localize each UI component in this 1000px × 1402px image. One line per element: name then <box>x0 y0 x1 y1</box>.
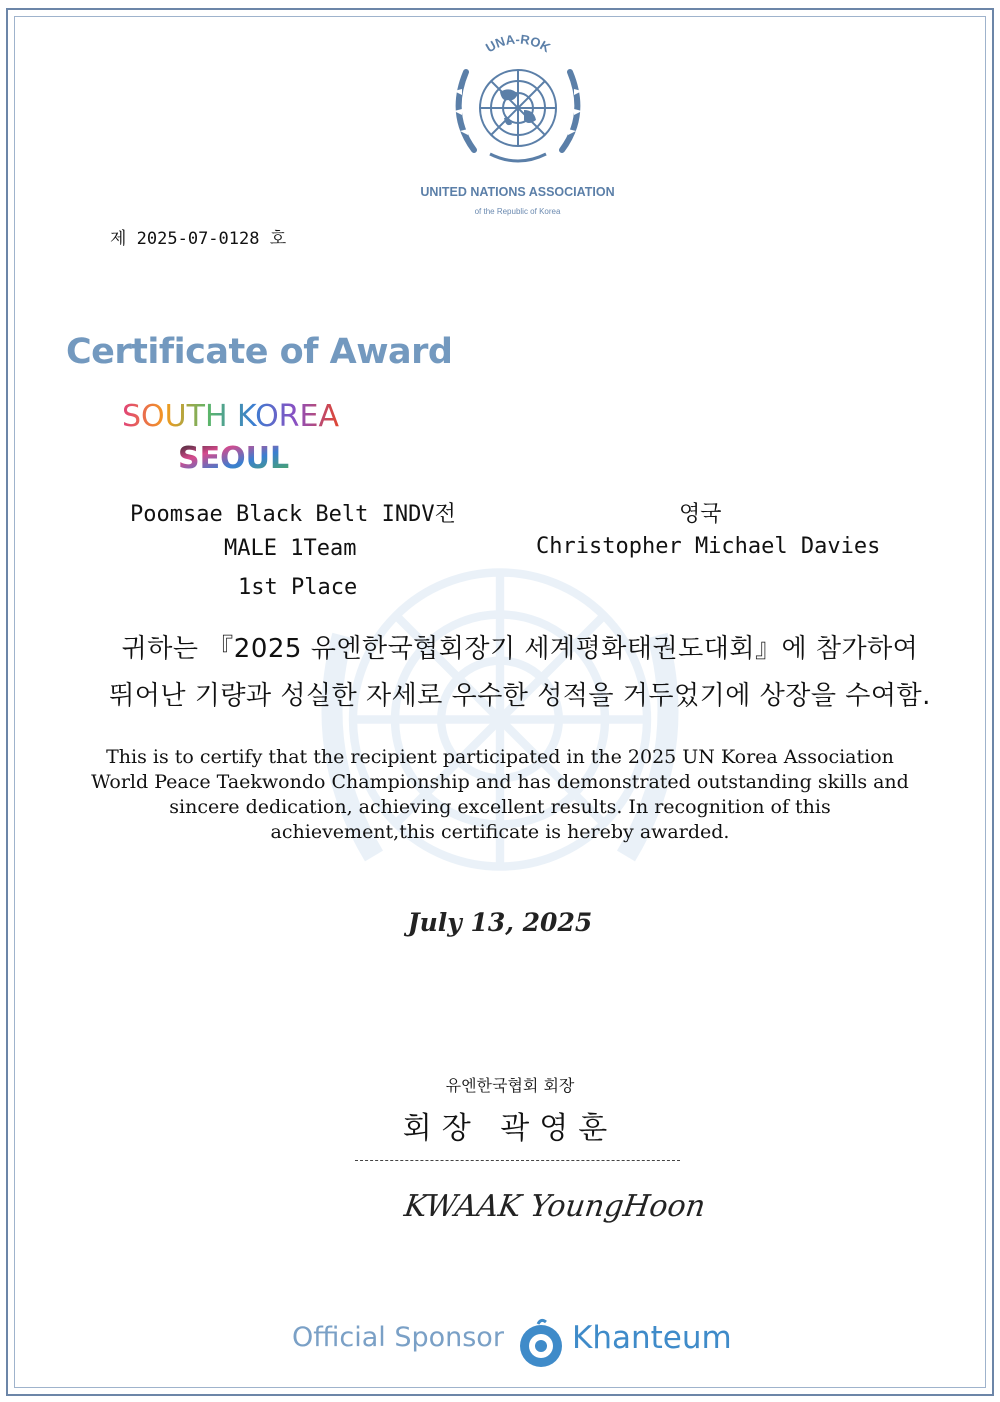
svg-text:UNA-ROK: UNA-ROK <box>483 31 553 56</box>
award-date: July 13, 2025 <box>407 908 593 937</box>
signatory-name: 회장 곽영훈 <box>402 1111 618 1146</box>
organization-name: UNITED NATIONS ASSOCIATION <box>420 185 615 199</box>
organization-subname: of the Republic of Korea <box>474 207 561 216</box>
award-category: Poomsae Black Belt INDV전 <box>130 502 456 527</box>
khanteum-logo-icon <box>516 1318 566 1370</box>
certificate-number: 제 2025-07-0128 호 <box>110 229 287 249</box>
body-english-line4: achievement,this certificate is hereby awarded. <box>270 821 730 843</box>
una-rok-logo <box>438 20 598 178</box>
signature-line <box>355 1160 680 1161</box>
body-english-line1: This is to certify that the recipient participated in the 2025 UN Korea Association <box>106 746 894 768</box>
sponsor-brand: Khanteum <box>572 1320 732 1356</box>
svg-text:SOUTH KOREA: SOUTH KOREA <box>122 399 340 434</box>
award-place: 1st Place <box>238 575 358 600</box>
certificate-title: Certificate of Award <box>66 332 453 372</box>
award-division: MALE 1Team <box>224 536 357 561</box>
svg-text:KWAAK YoungHoon: KWAAK YoungHoon <box>402 1189 708 1224</box>
body-korean-line1: 귀하는 『2025 유엔한국협회장기 세계평화태권도대회』에 참가하여 <box>121 634 919 664</box>
signatory-organization: 유엔한국협회 회장 <box>445 1076 575 1095</box>
recipient-country: 영국 <box>679 502 722 527</box>
sponsor-label: Official Sponsor <box>292 1322 504 1353</box>
south-korea-seoul-logo <box>120 396 365 476</box>
body-korean-line2: 뛰어난 기량과 성실한 자세로 우수한 성적을 거두었기에 상장을 수여함. <box>109 681 931 711</box>
recipient-name: Christopher Michael Davies <box>536 534 881 559</box>
body-english-line3: sincere dedication, achieving excellent results. In recognition of this <box>169 796 831 818</box>
handwritten-signature <box>402 1168 708 1238</box>
svg-text:SEOUL: SEOUL <box>178 441 290 476</box>
body-english-line2: World Peace Taekwondo Championship and has demonstrated outstanding skills and <box>91 771 909 793</box>
